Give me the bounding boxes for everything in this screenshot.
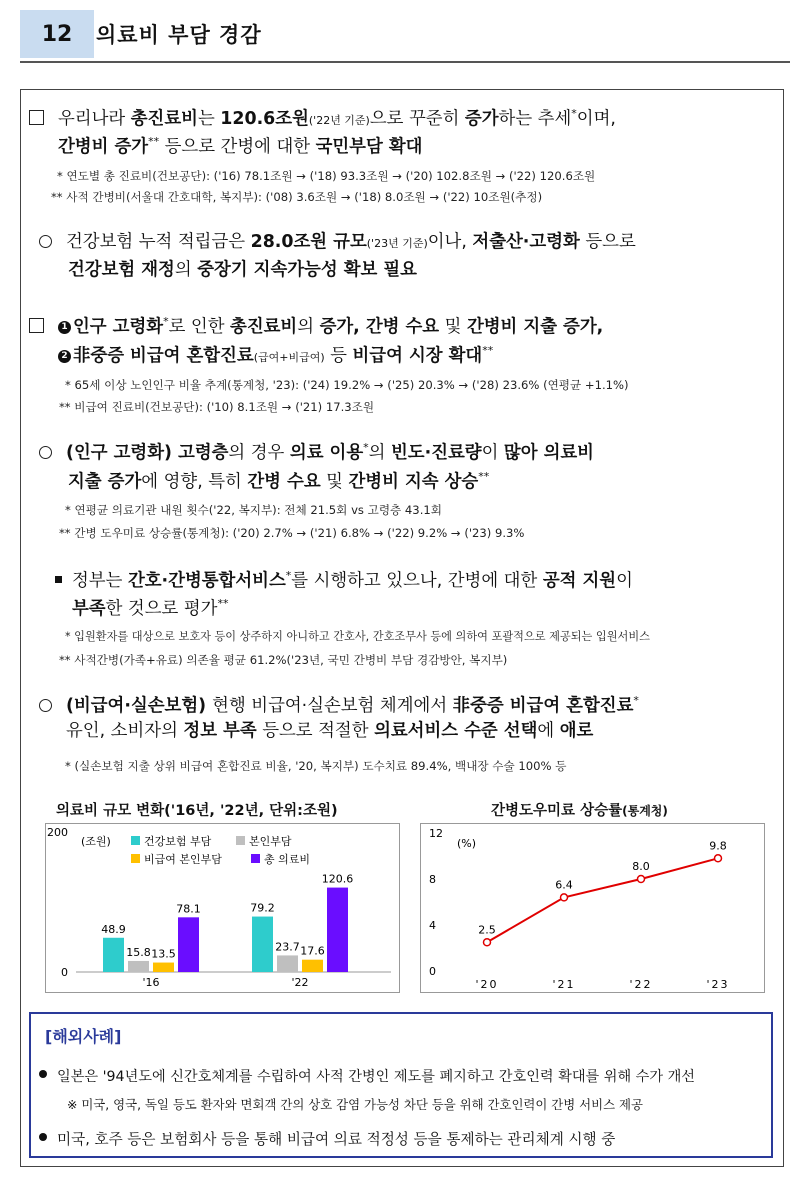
s1-line1: 우리나라 총진료비는 120.6조원('22년 기준)으로 꾸준히 증가하는 추세*이며,	[29, 100, 616, 135]
bar	[277, 955, 298, 972]
bar-value-label: 120.6	[321, 872, 354, 886]
s3-line1: 1 인구 고령화*로 인한 총진료비의 증가, 간병 수요 및 간병비 지출 증가,	[29, 308, 603, 341]
y-tick-label: 4	[429, 919, 436, 932]
bar	[128, 961, 149, 972]
bar	[302, 960, 323, 972]
data-point	[638, 876, 645, 883]
legend-swatch	[236, 836, 245, 845]
x-tick-label: '21	[552, 978, 576, 991]
s5-line1: 정부는 간호·간병통합서비스*를 시행하고 있으나, 간병에 대한 공적 지원이	[55, 562, 633, 595]
y-tick-label: 0	[429, 965, 436, 978]
square-bullet-icon	[29, 110, 44, 125]
legend-swatch	[131, 836, 140, 845]
data-label: 2.5	[478, 923, 496, 937]
data-point	[561, 894, 568, 901]
line-chart-svg	[421, 824, 766, 994]
bar-value-label: 48.9	[101, 922, 126, 936]
line-chart	[420, 823, 765, 993]
bar-value-label: 79.2	[250, 901, 275, 915]
s4-line2: 지출 증가에 영향, 특히 간병 수요 및 간병비 지속 상승**	[68, 470, 490, 492]
bar-chart	[45, 823, 400, 993]
s3-note1: * 65세 이상 노인인구 비율 추계(통계청, '23): ('24) 19.2% → ('25) 20.3% → ('28) 23.6% (연평균 +1.1%)	[65, 378, 629, 392]
bar-value-label: 78.1	[176, 902, 201, 916]
number-one-icon: 1	[58, 321, 71, 334]
s3-line2: 2 非중증 비급여 혼합진료(급여+비급여) 등 비급여 시장 확대**	[58, 337, 493, 372]
s2-line1: 건강보험 누적 적립금은 28.0조원 규모('23년 기준)이나, 저출산·고령화 등으로	[39, 228, 636, 258]
legend-label: 총 의료비	[264, 853, 311, 866]
line-chart-title: 간병도우미료 상승률(통계청)	[491, 803, 668, 819]
bar	[153, 963, 174, 972]
s1-note1: * 연도별 총 진료비(건보공단): ('16) 78.1조원 → ('18) 93.3조원 → ('20) 102.8조원 → ('22) 120.6조원	[57, 169, 596, 183]
case-item-1: 일본은 '94년도에 신간호체계를 수립하여 사적 간병인 제도를 폐지하고 간호인력 확대를 위해 수가 개선	[39, 1066, 695, 1086]
circle-bullet-icon	[39, 699, 52, 712]
bar	[103, 938, 124, 972]
case-note: ※ 미국, 영국, 독일 등도 환자와 면회객 간의 상호 감염 가능성 차단 등을 위해 간호인력이 간병 서비스 제공	[67, 1097, 643, 1112]
data-label: 8.0	[632, 860, 650, 873]
dot-bullet-icon	[39, 1133, 47, 1141]
x-tick-label: '22	[629, 978, 653, 991]
overseas-cases-box	[29, 1012, 773, 1158]
case-item-2: 미국, 호주 등은 보험회사 등을 통해 비급여 의료 적정성 등을 통제하는 관리체계 시행 중	[39, 1128, 615, 1149]
bar-chart-svg	[46, 824, 401, 994]
x-tick-label: '16	[142, 976, 160, 989]
y-tick-label: 12	[429, 827, 443, 840]
s6-note1: * (실손보험 지출 상위 비급여 혼합진료 비율, '20, 복지부) 도수치료 89.4%, 백내장 수술 100% 등	[65, 759, 567, 773]
y-unit-label: (%)	[457, 837, 477, 850]
y-tick-label: 200	[47, 826, 68, 839]
square-dot-bullet-icon	[55, 576, 62, 583]
bar-value-label: 23.7	[275, 940, 300, 954]
s4-note1: * 연평균 의료기관 내원 횟수('22, 복지부): 전체 21.5회 vs 고령층 43.1회	[65, 503, 442, 517]
s3-note2: ** 비급여 진료비(건보공단): ('10) 8.1조원 → ('21) 17.3조원	[59, 400, 375, 414]
y-unit-label: (조원)	[81, 835, 111, 848]
bar-value-label: 13.5	[151, 947, 176, 961]
y-tick-label: 8	[429, 873, 436, 886]
data-point	[484, 939, 491, 946]
s5-note2: ** 사적간병(가족+유료) 의존율 평균 61.2%('23년, 국민 간병비 부담 경감방안, 복지부)	[59, 653, 508, 667]
x-tick-label: '22	[291, 976, 309, 989]
legend-swatch	[131, 854, 140, 863]
bar	[178, 917, 199, 972]
section-number: 12	[20, 10, 94, 58]
bar	[327, 888, 348, 972]
data-label: 6.4	[555, 878, 573, 892]
number-two-icon: 2	[58, 350, 71, 363]
bar	[252, 917, 273, 972]
s2-line2: 건강보험 재정의 중장기 지속가능성 확보 필요	[68, 260, 417, 280]
s1-line2: 간병비 증가** 등으로 간병에 대한 국민부담 확대	[58, 135, 423, 157]
series-line	[487, 858, 718, 942]
s5-note1: * 입원환자를 대상으로 보호자 등이 상주하지 아니하고 간호사, 간호조무사 등에 의하여 포괄적으로 제공되는 입원서비스	[65, 630, 650, 643]
section-title: 의료비 부담 경감	[96, 23, 262, 47]
bar-chart-title: 의료비 규모 변화('16년, '22년, 단위:조원)	[56, 803, 338, 819]
dot-bullet-icon	[39, 1070, 47, 1078]
legend-swatch	[251, 854, 260, 863]
circle-bullet-icon	[39, 235, 52, 248]
s6-line1: (비급여·실손보험) 현행 비급여·실손보험 체계에서 非중증 비급여 혼합진료*	[39, 687, 639, 720]
s6-line2: 유인, 소비자의 정보 부족 등으로 적절한 의료서비스 수준 선택에 애로	[66, 721, 594, 741]
s1-note2: ** 사적 간병비(서울대 간호대학, 복지부): ('08) 3.6조원 → ('18) 8.0조원 → ('22) 10조원(추정)	[51, 190, 543, 204]
s5-line2: 부족한 것으로 평가**	[72, 597, 229, 619]
circle-bullet-icon	[39, 446, 52, 459]
data-label: 9.8	[709, 839, 727, 853]
x-tick-label: '23	[706, 978, 730, 991]
legend-label: 건강보험 부담	[144, 835, 212, 848]
section-header	[20, 10, 790, 62]
s4-note2: ** 간병 도우미료 상승률(통계청): ('20) 2.7% → ('21) 6.8% → ('22) 9.2% → ('23) 9.3%	[59, 526, 525, 540]
bar-value-label: 17.6	[300, 944, 325, 958]
y-tick-label: 0	[61, 966, 68, 979]
square-bullet-icon	[29, 318, 44, 333]
s4-line1: (인구 고령화) 고령층의 경우 의료 이용*의 빈도·진료량이 많아 의료비	[39, 434, 594, 467]
bar-value-label: 15.8	[126, 945, 151, 959]
legend-label: 본인부담	[249, 835, 292, 848]
x-tick-label: '20	[475, 978, 499, 991]
data-point	[715, 855, 722, 862]
legend-label: 비급여 본인부담	[144, 853, 222, 866]
header-divider	[20, 61, 790, 63]
cases-title: [해외사례]	[45, 1027, 122, 1046]
content-frame	[20, 89, 784, 1167]
